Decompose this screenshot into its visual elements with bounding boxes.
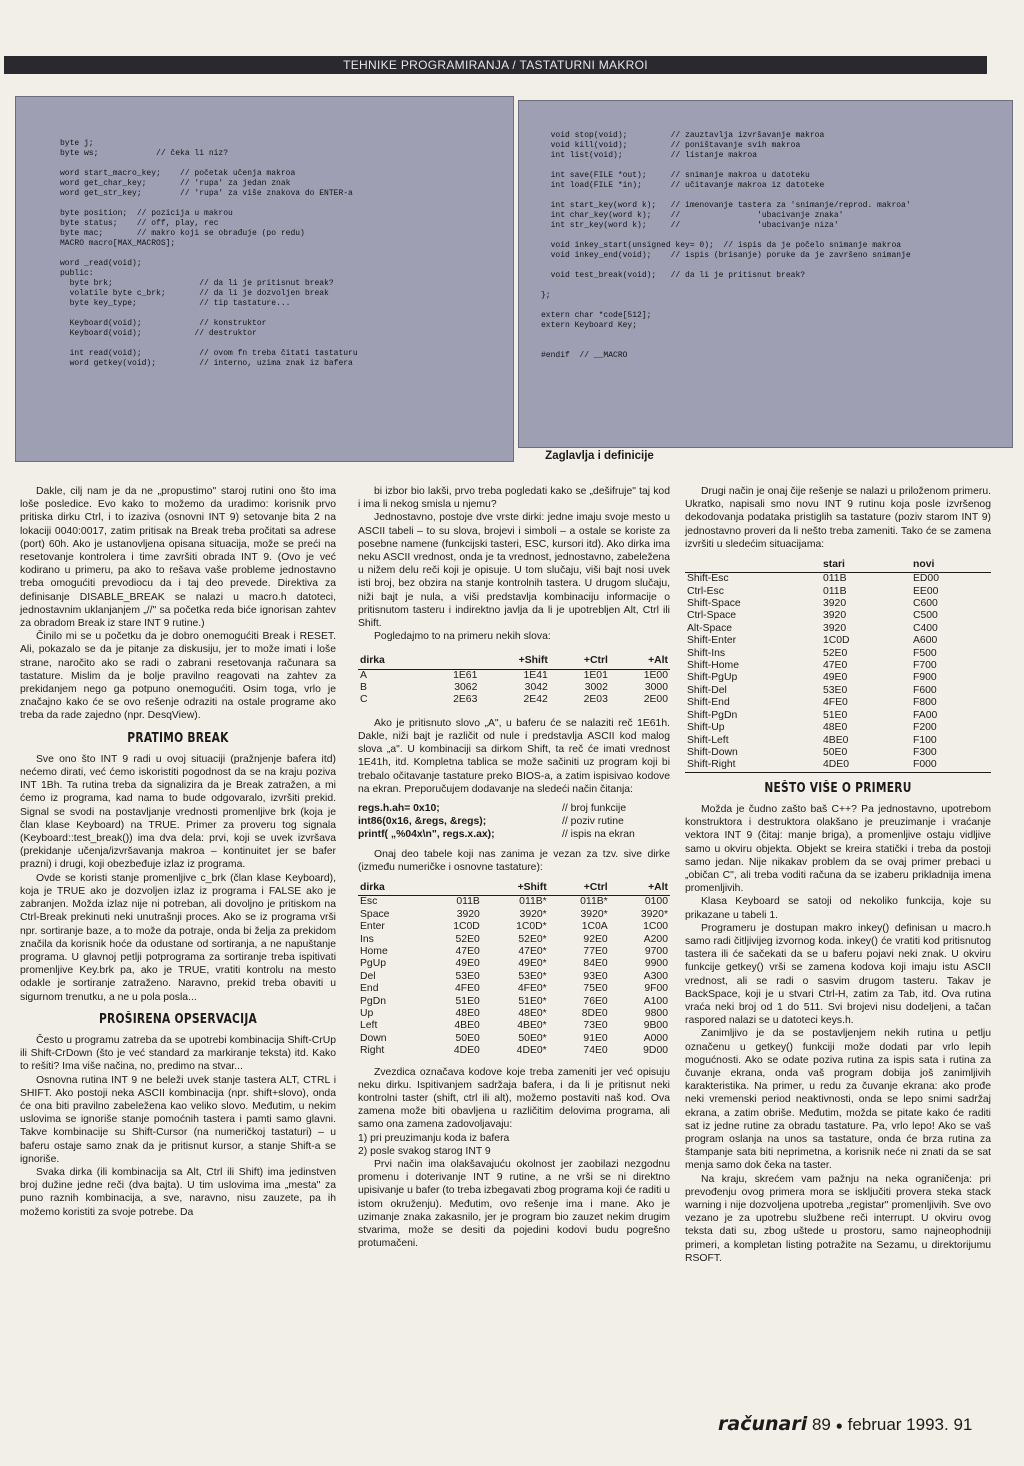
table-cell: F300: [913, 746, 937, 758]
table-cell: Esc: [360, 896, 378, 908]
table-cell: 2E63: [453, 694, 478, 706]
table-row: [358, 921, 670, 933]
code-line: [358, 802, 670, 815]
table-row: [685, 610, 991, 622]
paragraph: Pogledajmo to na primeru nekih slova:: [374, 631, 551, 643]
paragraph: Jednostavno, postoje dve vrste dirki: jedne imaju svoje mesto u ASCII tabeli – to su slova, brojevi i simboli – a ostale se koriste za posebne namene (funkcijski tasteri, ESC, kursori itd). Ako dirka ima neku ASCII vrednost, onda je ta vrednost, jednostavno, zabeležena u nižem delu reči koji je opisuje. U tom slučaju, viši bajt nosi uvek isti broj, bez obzira na stanje kontrolnih tastera. U drugom slučaju, niži bajt je nula, a viši predstavlja kombinaciju informacije o pritisnutom tasteru i indirektno javlja da li je upotrebljen Alt, Ctrl ili Shift.: [358, 512, 670, 630]
table-cell: Shift-End: [687, 697, 730, 709]
table-cell: Ctrl-Esc: [687, 585, 724, 597]
paragraph: Svaka dirka (ili kombinacija sa Alt, Ctrl ili Shift) ima jedinstven broj dužine jedne reči (dva bajta). U tim uslovima ima „mesta" za puno raznih kombinacija, a sve, naravno, nisu zauzete, pa ih možemo koristiti za svoje potrebe. Da: [20, 1166, 336, 1218]
paragraph: bi izbor bio lakši, prvo treba pogledati kako se „dešifruje" taj kod i ima li nekog smisla u njemu?: [358, 486, 670, 511]
table-header-cell: +Shift: [479, 653, 549, 669]
table-cell: 1C00: [643, 921, 668, 933]
paragraph: Često u programu zatreba da se upotrebi kombinacija Shift-CrUp ili Shift-CrDown (što je već standard za markiranje teksta) itd. Kako to rešiti? Ima više načina, no, predimo na stvar...: [20, 1034, 336, 1073]
table-cell: PgDn: [360, 995, 386, 1007]
numbered-list: [358, 1132, 670, 1158]
table-row: [685, 759, 991, 772]
table-cell: 9700: [644, 945, 668, 957]
table-row: [358, 934, 670, 946]
table-cell: 93E0: [583, 970, 608, 982]
table-cell: 3920: [823, 622, 847, 634]
table-cell: PgUp: [360, 958, 386, 970]
table-cell: A300: [643, 970, 668, 982]
table-cell: 50E0: [455, 1032, 480, 1044]
code-listing-left: [15, 96, 514, 462]
table-cell: 2E03: [583, 694, 608, 706]
section-header-bar: TEHNIKE PROGRAMIRANJA / TASTATURNI MAKROI: [4, 56, 987, 74]
table-cell: 2E00: [643, 694, 668, 706]
separator-dot: ●: [835, 1418, 843, 1433]
table-cell: 4BE0: [454, 1020, 480, 1032]
table-cell: 4BE0*: [517, 1020, 547, 1032]
table-row: [358, 896, 670, 909]
table-row: [358, 946, 670, 958]
table-cell: F100: [913, 734, 937, 746]
table-cell: 2E42: [523, 694, 548, 706]
code-statement: regs.h.ah= 0x10;: [358, 803, 440, 815]
table-cell: 51E0: [455, 995, 480, 1007]
table-cell: A000: [643, 1032, 668, 1044]
table-cell: 3920*: [519, 908, 547, 920]
text-column-2: [358, 485, 670, 1250]
code-statement: int86(0x16, &regs, &regs);: [358, 816, 487, 828]
table-cell: Shift-Down: [687, 746, 738, 758]
table-cell: 50E0*: [518, 1032, 547, 1044]
table-cell: 49E0*: [518, 958, 547, 970]
table-cell: 52E0*: [518, 933, 547, 945]
paragraph: Dakle, cilj nam je da ne „propustimo" staroj rutini ono što ima loše posledice. Evo kako to možemo da uradimo: korisnik prvo pritiska dirku Ctrl, i to izaziva (osnovni INT 9) setovanje bita 2 na lokaciji 0040:0017, zatim pritisak na Break treba pročitati sa adrese (port) 60h. Ako je ustanovljena opisana situacija, može se preći na resetovanje kontrolera i time završiti obrada INT 9. (Ovo je već kodirano u primeru, pa ako to rešava vaše probleme jednostavno treba omogućiti prevodiocu da i taj deo prevede. Direktiva za definisanje DISABLE_BREAK se nalazi u macro.h datoteci, jednostavnim uklanjanjem „//" sa početka reda biće ignorisan zahtev za obradom Break iz stare INT 9 rutine.): [20, 486, 336, 630]
table-row: [358, 1033, 670, 1045]
table-cell: F700: [913, 660, 937, 672]
table-cell: C400: [913, 622, 938, 634]
table-cell: Ins: [360, 933, 374, 945]
table-cell: 49E0: [455, 958, 480, 970]
table-cell: C600: [913, 598, 938, 610]
table-cell: Shift-Del: [687, 684, 727, 696]
table-row: [358, 669, 670, 682]
table-cell: F500: [913, 647, 937, 659]
table-cell: 77E0: [583, 945, 608, 957]
table-row: [685, 735, 991, 747]
table-header-cell: novi: [911, 557, 991, 573]
code-comment: // broj funkcije: [562, 803, 627, 815]
table-header-row: [358, 880, 670, 896]
paragraph: Osnovna rutina INT 9 ne beleži uvek stanje tastera ALT, CTRL i SHIFT. Ako postoji neka ASCII kombinacija (npr. shift+slovo), onda će ona biti pravilno zabeležena kao veliko slovo. Međutim, u nekim uslovima se ignoriše stanje pomoćnih tastera i pamti samo glavni. Takve kombinacije su Shift-Cursor (na numeričkoj tastaturi) – u baferu ostaje samo znak da je pritisnut kursor, a stanje Shift-a se ignoriše.: [20, 1074, 336, 1165]
table-cell: 3920: [823, 598, 847, 610]
table-row: [685, 697, 991, 709]
table-cell: 52E0: [455, 933, 480, 945]
magazine-logo: računari: [718, 1413, 808, 1435]
paragraph: Programeru je dostupan makro inkey() definisan u macro.h samo radi čitljivijeg izvornog koda. inkey() će vratiti kod pritisnutog tastera ili će sačekati da se u baferu pojavi neki znak. U okviru funkcije getkey() vrši se zamena kodova koji imaju istu ASCII vrednost, ali se radi o sasvim drugom tasteru. Takav je BackSpace, koji je u stvari Ctrl-H, zatim za Tab, itd. Ova rutina vraća neki broj od 1 do 511. Svi brojevi nisu dodeljeni, a tačan raspored nalazi se u datoteci keys.h.: [685, 922, 991, 1027]
table-cell: 3920*: [640, 908, 668, 920]
text-column-1: [20, 485, 336, 1219]
table-cell: 1E00: [643, 669, 668, 681]
table-cell: End: [360, 983, 379, 995]
table-cell: 4FE0*: [517, 983, 547, 995]
table-cell: 76E0: [583, 995, 608, 1007]
table-cell: 1C0D*: [516, 921, 547, 933]
table-cell: 011B: [823, 573, 847, 585]
table-cell: 74E0: [583, 1045, 608, 1057]
table-cell: A200: [643, 933, 668, 945]
table-cell: 8DE0: [581, 1007, 608, 1019]
table-header-cell: stari: [821, 557, 911, 573]
table-cell: F200: [913, 722, 937, 734]
table-cell: Shift-Home: [687, 660, 739, 672]
list-item: 2) posle svakog starog INT 9: [358, 1145, 491, 1157]
table-cell: A100: [643, 995, 668, 1007]
table-cell: 4BE0: [823, 734, 849, 746]
table-cell: 4DE0: [453, 1045, 480, 1057]
table-header-cell: [685, 557, 821, 573]
issue-date: februar 1993.: [847, 1415, 949, 1434]
table-cell: 3042: [524, 682, 548, 694]
table-cell: 3002: [584, 682, 608, 694]
table-cell: Shift-Up: [687, 722, 725, 734]
table-header-row: [685, 557, 991, 573]
table-header-cell: dirka: [358, 653, 419, 669]
table-cell: Enter: [360, 921, 385, 933]
table-row: [685, 710, 991, 722]
table-cell: 53E0: [455, 970, 480, 982]
table-cell: 53E0*: [518, 970, 547, 982]
table-row: [685, 672, 991, 684]
key-code-table-gray-keys: [358, 880, 670, 1057]
table-cell: 3920: [456, 908, 480, 920]
table-cell: 011B*: [580, 896, 608, 908]
table-row: [685, 573, 991, 586]
page-number: 91: [953, 1415, 973, 1434]
table-cell: 9F00: [644, 983, 668, 995]
table-header-cell: [423, 880, 482, 896]
table-cell: 47E0: [823, 660, 848, 672]
table-cell: Right: [360, 1045, 385, 1057]
paragraph: Drugi način je onaj čije rešenje se nalazi u priloženom primeru. Ukratko, napisali smo novu INT 9 rutinu koja posle izvršenog dekodovanja podataka pristiglih sa tastature (poziv starom INT 9) jednostavno proveri da li nešto treba zameniti. Tako će se zamena izvršiti u sledećim situacijama:: [685, 486, 991, 550]
table-row: [358, 682, 670, 694]
code-line: [358, 828, 670, 841]
paragraph: Klasa Keyboard se satoji od nekoliko funkcija, koje su prikazane u tabeli 1.: [685, 896, 991, 921]
key-code-table-letters: [358, 653, 670, 706]
table-cell: Shift-PgDn: [687, 709, 738, 721]
table-cell: C: [360, 694, 368, 706]
table-cell: F600: [913, 684, 937, 696]
table-header-cell: +Ctrl: [549, 880, 610, 896]
table-cell: C500: [913, 610, 938, 622]
table-cell: 51E0: [823, 709, 848, 721]
table-cell: 50E0: [823, 746, 848, 758]
text-column-3: [685, 485, 991, 1265]
table-row: [685, 747, 991, 759]
table-row: [358, 958, 670, 970]
paragraph: Činilo mi se u početku da je dobro onemogućiti Break i RESET. Ali, pokazalo se da je pitanje za diskusiju, jer to može imati i loše strane, naročito ako se radi o zabrani resetovanja računara sa tastature. Mislim da je bolje pravilno reagovati na zahtev za prekidanjem nego ga potpuno onemogućiti. Osim toga, vrlo je značajno kako će se ovo rešenje odraziti na ostale programe ako treba da rade zajedno (npr. DesqView).: [20, 631, 336, 722]
list-item: 1) pri preuzimanju koda iz bafera: [358, 1132, 510, 1144]
table-cell: A: [360, 669, 367, 681]
table-cell: 1C0D: [453, 921, 480, 933]
code-comment: // poziv rutine: [562, 816, 624, 828]
table-cell: 011B: [456, 896, 480, 908]
paragraph: Zvezdica označava kodove koje treba zameniti jer već opisuju neku dirku. Ispitivanjem sadržaja bafera, i da li je pritisnut neki kontrolni taster (shift, ctrl ili alt), možemo postaviti naš kod. Ova zamena može biti obavljena u različitim delovima programa, ali samo ona zamena zadovoljavaju:: [358, 1066, 670, 1131]
table-header-cell: dirka: [358, 880, 423, 896]
table-row: [685, 722, 991, 734]
table-cell: 84E0: [583, 958, 608, 970]
replacement-code-table: [685, 557, 991, 773]
table-cell: EE00: [913, 585, 939, 597]
table-row: [358, 694, 670, 706]
table-cell: F800: [913, 697, 937, 709]
table-cell: 91E0: [583, 1032, 608, 1044]
table-cell: 1E61: [453, 669, 478, 681]
issue-number: 89: [811, 1415, 831, 1434]
table-cell: 3062: [454, 682, 478, 694]
table-cell: 48E0: [823, 722, 848, 734]
table-cell: 1C0D: [823, 635, 850, 647]
table-cell: 47E0*: [518, 945, 547, 957]
code-text: byte j; byte ws; // čeka li niz? word start_macro_key; // početak učenja makroa word get_char_key; // 'rupa' za jedan znak word get_str_key; // 'rupa' za više znakova do ENTER-a byte position; // pozicija u makrou byte status; // off, play, rec byte mac; // makro koji se obrađuje (po redu) MACRO macro[MAX_MACROS]; word _read(void); public: byte brk; // da li je pritisnut break? volatile byte c_brk; // da li je dozvoljen break byte key_type; // tip tastature... Keyboard(void); // konstruktor Keyboard(void); // destruktor int read(void); // ovom fn treba čitati tastaturu word getkey(void); // interno, uzima znak iz bafera: [60, 139, 358, 368]
table-cell: 1C0A: [581, 921, 608, 933]
table-row: [358, 1020, 670, 1032]
table-cell: Home: [360, 945, 388, 957]
table-cell: 011B: [823, 585, 847, 597]
table-row: [358, 1045, 670, 1057]
code-comment: // ispis na ekran: [562, 829, 635, 841]
code-snippet: [358, 802, 670, 842]
section-heading: PRATIMO BREAK: [127, 730, 229, 746]
table-cell: 52E0: [823, 647, 848, 659]
table-row: [685, 598, 991, 610]
table-header-cell: +Alt: [610, 653, 670, 669]
paragraph: Prvi način ima olakšavajuću okolnost jer zaobilazi nezgodnu promenu i doterivanje INT 9 rutine, a ne vrši se ni direktno upisivanje u bafer (to treba izbegavati zbog programa koji će raditi u istom okruženju). Međutim, ovo rešenje ima i mane. Ako je uzimanje znaka zakasnilo, jer je program bio zauzet nekim drugim stvarima, može se desiti da pojedini kodovi budu pogrešno protumačeni.: [358, 1159, 670, 1250]
table-cell: 4DE0: [823, 759, 849, 771]
table-cell: Shift-PgUp: [687, 672, 738, 684]
code-text: void stop(void); // zauztavlja izvršavanje makroa void kill(void); // poništavanje svih makroa int list(void); // listanje makroa int save(FILE *out); // snimanje makroa u datoteku int load(FILE *in); // učitavanje makroa iz datoteke int start_key(word k); // imenovanje tastera za 'snimanje/reprod. makroa' int char_key(word k); // 'ubacivanje znaka' int str_key(word k); // 'ubacivanje niza' void inkey_start(unsigned key= 0); // ispis da je počelo snimanje makroa void inkey_end(void); // ispis (brisanje) poruke da je završeno snimanje void test_break(void); // da li je pritisnut break? }; extern char *code[512]; extern Keyboard Key; #endif // __MACRO: [541, 131, 911, 360]
table-header-cell: +Ctrl: [550, 653, 610, 669]
table-cell: FA00: [913, 709, 938, 721]
paragraph: Onaj deo tabele koji nas zanima je vezan za tzv. sive dirke (između numeričke i osnovne tastature):: [358, 848, 670, 873]
paragraph: Sve ono što INT 9 radi u ovoj situaciji (pražnjenje bafera itd) nećemo dirati, već ćemo iskoristiti pogodnost da se na kraju poziva INT 1Bh. Ta rutina treba da signalizira da je Break zatražen, a mi ćemo iz programa, kad nama to bude odgovaralo, izvršiti prekid. Signal se svodi na postavljanje vrednosti promenljive brk (koja je član klase Keyboard) na TRUE. Primer za proveru tog signala (Keyboard::test_break()) ima dva dela: prvi, koji se uvek izvršava (prekidanje učenja/izvršavanja makroa – kontinuitet jer se bafer prazni) i drugi, koji obezbeđuje izlaz iz programa.: [20, 753, 336, 871]
table-row: [358, 971, 670, 983]
section-heading: PROŠIRENA OPSERVACIJA: [98, 1011, 258, 1027]
table-cell: 92E0: [583, 933, 608, 945]
code-statement: printf( „%04x\n", regs.x.ax);: [358, 829, 495, 841]
table-row: [358, 996, 670, 1008]
table-cell: 3920*: [580, 908, 608, 920]
table-row: [358, 983, 670, 995]
table-cell: ED00: [913, 573, 939, 585]
figure-caption: Zaglavlja i definicije: [545, 450, 654, 462]
table-cell: 4DE0*: [516, 1045, 547, 1057]
table-cell: 48E0: [455, 1007, 480, 1019]
table-cell: Alt-Space: [687, 622, 733, 634]
table-cell: 3920: [823, 610, 847, 622]
page-footer: [718, 1413, 972, 1435]
table-cell: 9D00: [643, 1045, 668, 1057]
table-row: [358, 1008, 670, 1020]
paragraph: Ovde se koristi stanje promenljive c_brk (član klase Keyboard), koja je TRUE ako je dozvoljen izlaz iz programa i FALSE ako je zabranjen. Možda izlaz nije ni potreban, ali dovoljno je pritiskom na Ctrl-Break prekinuti neki unutrašnji proces. Ako se iz programa vrši npr. sortiranje baze, a to može da potraje, onda bi želja za prekidom značila da korisnik hoće da odustane od sortiranja, a ne napuštanje programa. U glavnoj petlji potprograma za sortiranje treba ispitivati promenljive Key.brk pa, ako je TRUE, vratiti kontrolu na mesto odakle je sortiranje zatraženo. Naravno, prekid treba obaviti u sigurnom trenutku, a ne u pola posla...: [20, 872, 336, 1003]
table-header-cell: [419, 653, 479, 669]
table-cell: 3000: [644, 682, 668, 694]
section-heading: NEŠTO VIŠE O PRIMERU: [764, 780, 912, 796]
table-cell: 9800: [644, 1007, 668, 1019]
table-cell: Del: [360, 970, 376, 982]
code-line: [358, 815, 670, 828]
table-cell: F000: [913, 759, 937, 771]
table-row: [685, 586, 991, 598]
table-cell: Left: [360, 1020, 378, 1032]
table-cell: Shift-Right: [687, 759, 736, 771]
paragraph: Ako je pritisnuto slovo „A", u baferu će se nalaziti reč 1E61h. Dakle, niži bajt je različit od nule i predstavlja ASCII kod malog slova „a". U kombinaciji sa dirkom Shift, ta reč će imati vrednost 1E41h, itd. Kompletna tablica se može sačiniti uz program koji bi trebalo očitavanje tastature preko BIOS-a, a zatim ispisivao kodove na ekran. Preporučujem dodavanje na sledeći način čitanja:: [358, 717, 670, 795]
table-cell: 9B00: [643, 1020, 668, 1032]
table-cell: 49E0: [823, 672, 848, 684]
table-header-cell: +Shift: [482, 880, 549, 896]
table-cell: 53E0: [823, 684, 848, 696]
table-row: [358, 909, 670, 921]
paragraph: Možda je čudno zašto baš C++? Pa jednostavno, upotrebom konstruktora i destruktora olakšano je preuzimanje i vraćanje vektora INT 9 (čitaj: manje briga), a promenljive ostaju vidljive samo u okviru objekta. Objekt se kreira statički i treba da postoji samo jedan. Nije nikakav problem da se ovaj primer prebaci u „običan C", ali treba voditi računa da se izaberu prikladnija imena promenljivih.: [685, 803, 991, 895]
table-cell: Shift-Space: [687, 598, 741, 610]
table-cell: Up: [360, 1007, 374, 1019]
table-cell: 0100: [644, 896, 668, 908]
table-cell: Space: [360, 908, 390, 920]
table-header-row: [358, 653, 670, 669]
table-cell: 48E0*: [518, 1007, 547, 1019]
code-listing-right: [518, 100, 1013, 448]
table-row: [685, 623, 991, 635]
table-cell: 47E0: [455, 945, 480, 957]
table-cell: 75E0: [583, 983, 608, 995]
table-row: [685, 660, 991, 672]
paragraph: Zanimljivo je da se postavljenjem nekih rutina u petlju označenu u getkey() funkciji može dodati par vrlo lepih mogućnosti. Ako se odate poziva rutina za ispis sata i rutina za čuvanje ekrana, onda vaš program dobija još zanimljivih karakteristika. Na primer, u redu za čuvanje ekrana: ako prođe neki vremenski period neaktivnosti, onda se lepo snimi sadržaj ekrana, a zatim obriše. Međutim, možda se pitate kako će raditi sat iz jedne rutine za obradu tastature. Pa, vrlo lepo! Ako se vaš program oslanja na unos sa tastature, onda će brza rutina za štampanje sata biti neprimetna, a korisnik neće ni znati da se sat menja samo dok čeka na taster.: [685, 1028, 991, 1172]
table-cell: 1E41: [523, 669, 548, 681]
table-cell: 4FE0: [823, 697, 848, 709]
table-cell: Ctrl-Space: [687, 610, 737, 622]
table-cell: 9900: [644, 958, 668, 970]
table-cell: Shift-Enter: [687, 635, 737, 647]
table-cell: Shift-Ins: [687, 647, 726, 659]
table-cell: 011B*: [519, 896, 547, 908]
table-cell: A600: [913, 635, 938, 647]
table-cell: F900: [913, 672, 937, 684]
table-cell: Shift-Esc: [687, 573, 729, 585]
table-cell: 4FE0: [454, 983, 480, 995]
table-cell: 1E01: [583, 669, 608, 681]
table-row: [685, 635, 991, 647]
table-cell: 73E0: [583, 1020, 608, 1032]
table-cell: B: [360, 682, 367, 694]
table-header-cell: +Alt: [610, 880, 670, 896]
table-cell: Down: [360, 1032, 387, 1044]
table-cell: 51E0*: [518, 995, 547, 1007]
table-cell: Shift-Left: [687, 734, 729, 746]
paragraph: Na kraju, skrećem vam pažnju na neka ograničenja: pri prevođenju ovog primera mora se isključiti provera steka stack warning i nije dozvoljena upotreba „registar" promenljivih. Sve ovo vezano je za upotrebu službene reči interrupt. U okviru ovog teksta dati su, zbog uštede u prostoru, samo najneophodniji primeri, a kompletan listing potražite na Sezamu, u direktorijumu RSOFT.: [685, 1173, 991, 1264]
table-row: [685, 648, 991, 660]
table-row: [685, 685, 991, 697]
